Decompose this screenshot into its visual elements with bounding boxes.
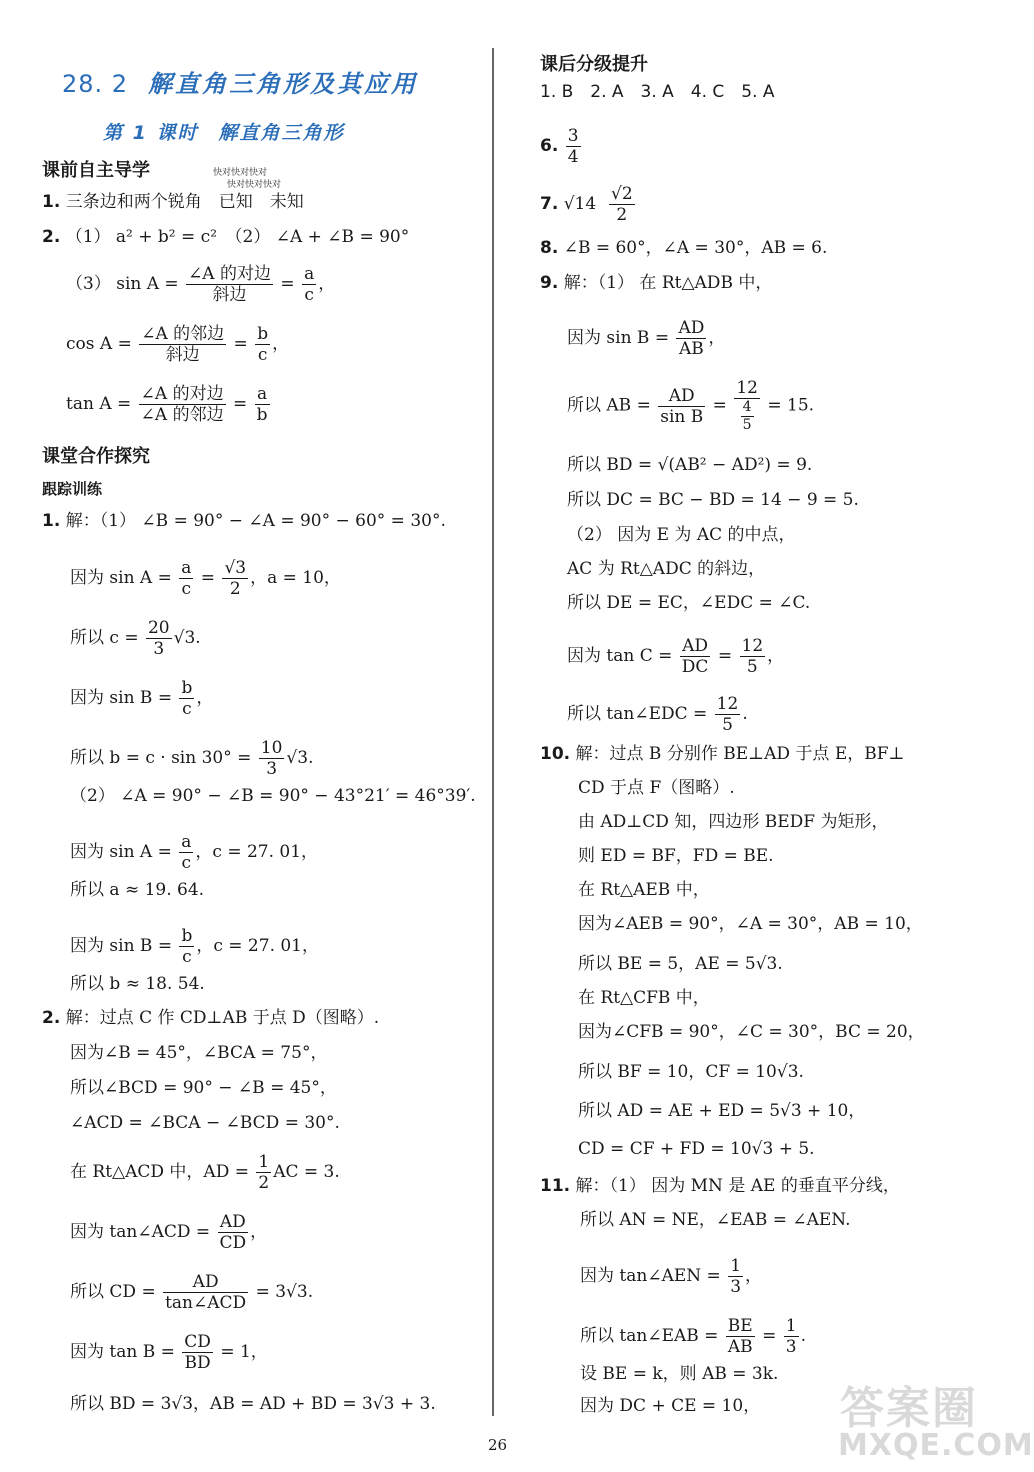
solution-line: 因为 tan∠AEN = $\frac{1}{3}$ ， bbox=[580, 1256, 763, 1297]
chapter-heading bbox=[62, 64, 418, 99]
answer-line: 2. （1） a² + b² = c² （2） ∠A + ∠B = 90° bbox=[42, 227, 410, 247]
formula-sin: （3） sin A = $\frac{\text{∠A 的对边}}{\text{斜边}}$ = $\frac{a}{c}$ ， bbox=[66, 264, 336, 305]
solution-line: 所以 tan∠EAB = $\frac{BE}{AB}$ = $\frac{1}{3}$ . bbox=[580, 1316, 806, 1357]
solution-line: 所以 tan∠EDC = $\frac{12}{5}$ . bbox=[567, 694, 748, 735]
solution-line: 因为∠B = 45°，∠BCA = 75°， bbox=[70, 1043, 328, 1063]
solution-line: 因为∠CFB = 90°，∠C = 30°，BC = 20， bbox=[578, 1022, 925, 1042]
column-divider bbox=[492, 48, 494, 1416]
solution-line: （2） ∠A = 90° − ∠B = 90° − 43°21′ = 46°39′. bbox=[70, 786, 476, 806]
solution-line: 11. 解：（1） 因为 MN 是 AE 的垂直平分线， bbox=[540, 1176, 900, 1196]
handwriting-note: 快对快对快对 bbox=[227, 180, 282, 190]
answer-line: 6. $\frac{3}{4}$ bbox=[540, 126, 579, 167]
lesson-heading bbox=[103, 118, 344, 145]
solution-line: 1. 解：（1） ∠B = 90° − ∠A = 90° − 60° = 30°. bbox=[42, 511, 446, 531]
solution-line: 因为 sin A = $\frac{a}{c}$ = $\frac{√3}{2}$ ，a = 10， bbox=[70, 558, 341, 599]
solution-line: 设 BE = k，则 AB = 3k. bbox=[580, 1364, 779, 1384]
solution-line: 因为 sin B = $\frac{AD}{AB}$ ， bbox=[567, 318, 726, 359]
solution-line: 所以 DC = BC − BD = 14 − 9 = 5. bbox=[567, 490, 859, 510]
chapter-number: 28. 2 bbox=[62, 70, 129, 98]
section-class-heading: 课堂合作探究 bbox=[42, 446, 150, 467]
handwriting-note: 快对快对快对 bbox=[213, 168, 268, 178]
solution-line: 所以 b = c · sin 30° = $\frac{10}{3}$ √3. bbox=[70, 738, 314, 779]
solution-line: 所以 BE = 5，AE = 5√3. bbox=[578, 954, 783, 974]
solution-line: 在 Rt△ACD 中，AD = $\frac{1}{2}$ AC = 3. bbox=[70, 1152, 340, 1193]
solution-line: 2. 解：过点 C 作 CD⊥AB 于点 D（图略）. bbox=[42, 1008, 380, 1028]
answer-line: 1. 三条边和两个锐角 已知 未知 bbox=[42, 192, 304, 212]
solution-line: ∠ACD = ∠BCA − ∠BCD = 30°. bbox=[70, 1113, 340, 1133]
subsection-heading: 跟踪训练 bbox=[42, 480, 103, 498]
solution-line: 所以 AN = NE，∠EAB = ∠AEN. bbox=[580, 1210, 851, 1230]
watermark-url: MXQE.COM bbox=[838, 1428, 1034, 1463]
lesson-label: 第 1 课时 bbox=[103, 122, 199, 144]
solution-line: 所以 b ≈ 18. 54. bbox=[70, 974, 205, 994]
watermark-logo: 答案圈 bbox=[840, 1383, 978, 1434]
solution-line: （2） 因为 E 为 AC 的中点， bbox=[567, 525, 796, 545]
section-preview-heading: 课前自主导学 bbox=[42, 160, 150, 181]
solution-line: 因为 tan∠ACD = $\frac{AD}{CD}$ ， bbox=[70, 1212, 268, 1253]
solution-line: 因为 sin B = $\frac{b}{c}$ ，c = 27. 01， bbox=[70, 926, 320, 967]
solution-line: 所以 a ≈ 19. 64. bbox=[70, 880, 205, 900]
solution-line: CD 于点 F（图略）. bbox=[578, 778, 735, 798]
solution-line: AC 为 Rt△ADC 的斜边， bbox=[567, 559, 766, 579]
solution-line: 所以 BD = 3√3，AB = AD + BD = 3√3 + 3. bbox=[70, 1394, 436, 1414]
section-after-heading: 课后分级提升 bbox=[540, 54, 648, 75]
solution-line: 因为 sin A = $\frac{a}{c}$ ，c = 27. 01， bbox=[70, 832, 319, 873]
answer-line: 7. √14 $\frac{√2}{2}$ bbox=[540, 184, 633, 225]
solution-line: 所以∠BCD = 90° − ∠B = 45°， bbox=[70, 1078, 337, 1098]
chapter-title: 解直角三角形及其应用 bbox=[148, 70, 419, 98]
solution-line: 所以 CD = $\frac{AD}{\text{tan∠ACD}}$ = 3√3. bbox=[70, 1272, 314, 1313]
page-number: 26 bbox=[488, 1436, 508, 1454]
answer-line: 8. ∠B = 60°，∠A = 30°，AB = 6. bbox=[540, 238, 828, 258]
solution-line: 因为 DC + CE = 10， bbox=[580, 1396, 761, 1416]
solution-line: 因为 tan B = $\frac{CD}{BD}$ = 1， bbox=[70, 1332, 268, 1373]
solution-line: 所以 BF = 10，CF = 10√3. bbox=[578, 1062, 804, 1082]
solution-line: 因为 sin B = $\frac{b}{c}$ ， bbox=[70, 678, 214, 719]
solution-line: 所以 DE = EC，∠EDC = ∠C. bbox=[567, 593, 811, 613]
solution-line: 所以 AB = $\frac{AD}{\text{sin B}}$ = $\frac{12}{\frac{4}{5}}$ = 15. bbox=[567, 378, 815, 433]
solution-line: 因为 tan C = $\frac{AD}{DC}$ = $\frac{12}{5}$ ， bbox=[567, 636, 785, 677]
answer-line: 1. B 2. A 3. A 4. C 5. A bbox=[540, 82, 775, 102]
solution-line: 所以 AD = AE + ED = 5√3 + 10， bbox=[578, 1101, 866, 1121]
formula-cos: cos A = $\frac{\text{∠A 的邻边}}{\text{斜边}}$ = $\frac{b}{c}$ ， bbox=[66, 324, 290, 365]
solution-line: 在 Rt△AEB 中， bbox=[578, 880, 710, 900]
solution-line: 在 Rt△CFB 中， bbox=[578, 988, 710, 1008]
solution-line: CD = CF + FD = 10√3 + 5. bbox=[578, 1139, 815, 1159]
solution-line: 10. 解：过点 B 分别作 BE⊥AD 于点 E，BF⊥ bbox=[540, 744, 905, 764]
solution-line: 则 ED = BF，FD = BE. bbox=[578, 846, 774, 866]
solution-line: 所以 BD = √(AB² − AD²) = 9. bbox=[567, 455, 813, 475]
lesson-title: 解直角三角形 bbox=[218, 122, 345, 144]
solution-line: 所以 c = $\frac{20}{3}$ √3. bbox=[70, 618, 201, 659]
solution-line: 9. 解：（1） 在 Rt△ADB 中， bbox=[540, 273, 773, 293]
solution-line: 由 AD⊥CD 知，四边形 BEDF 为矩形， bbox=[578, 812, 889, 832]
solution-line: 因为∠AEB = 90°，∠A = 30°，AB = 10， bbox=[578, 914, 923, 934]
formula-tan: tan A = $\frac{\text{∠A 的对边}}{\text{∠A 的邻边}}$ = $\frac{a}{b}$ bbox=[66, 384, 268, 425]
